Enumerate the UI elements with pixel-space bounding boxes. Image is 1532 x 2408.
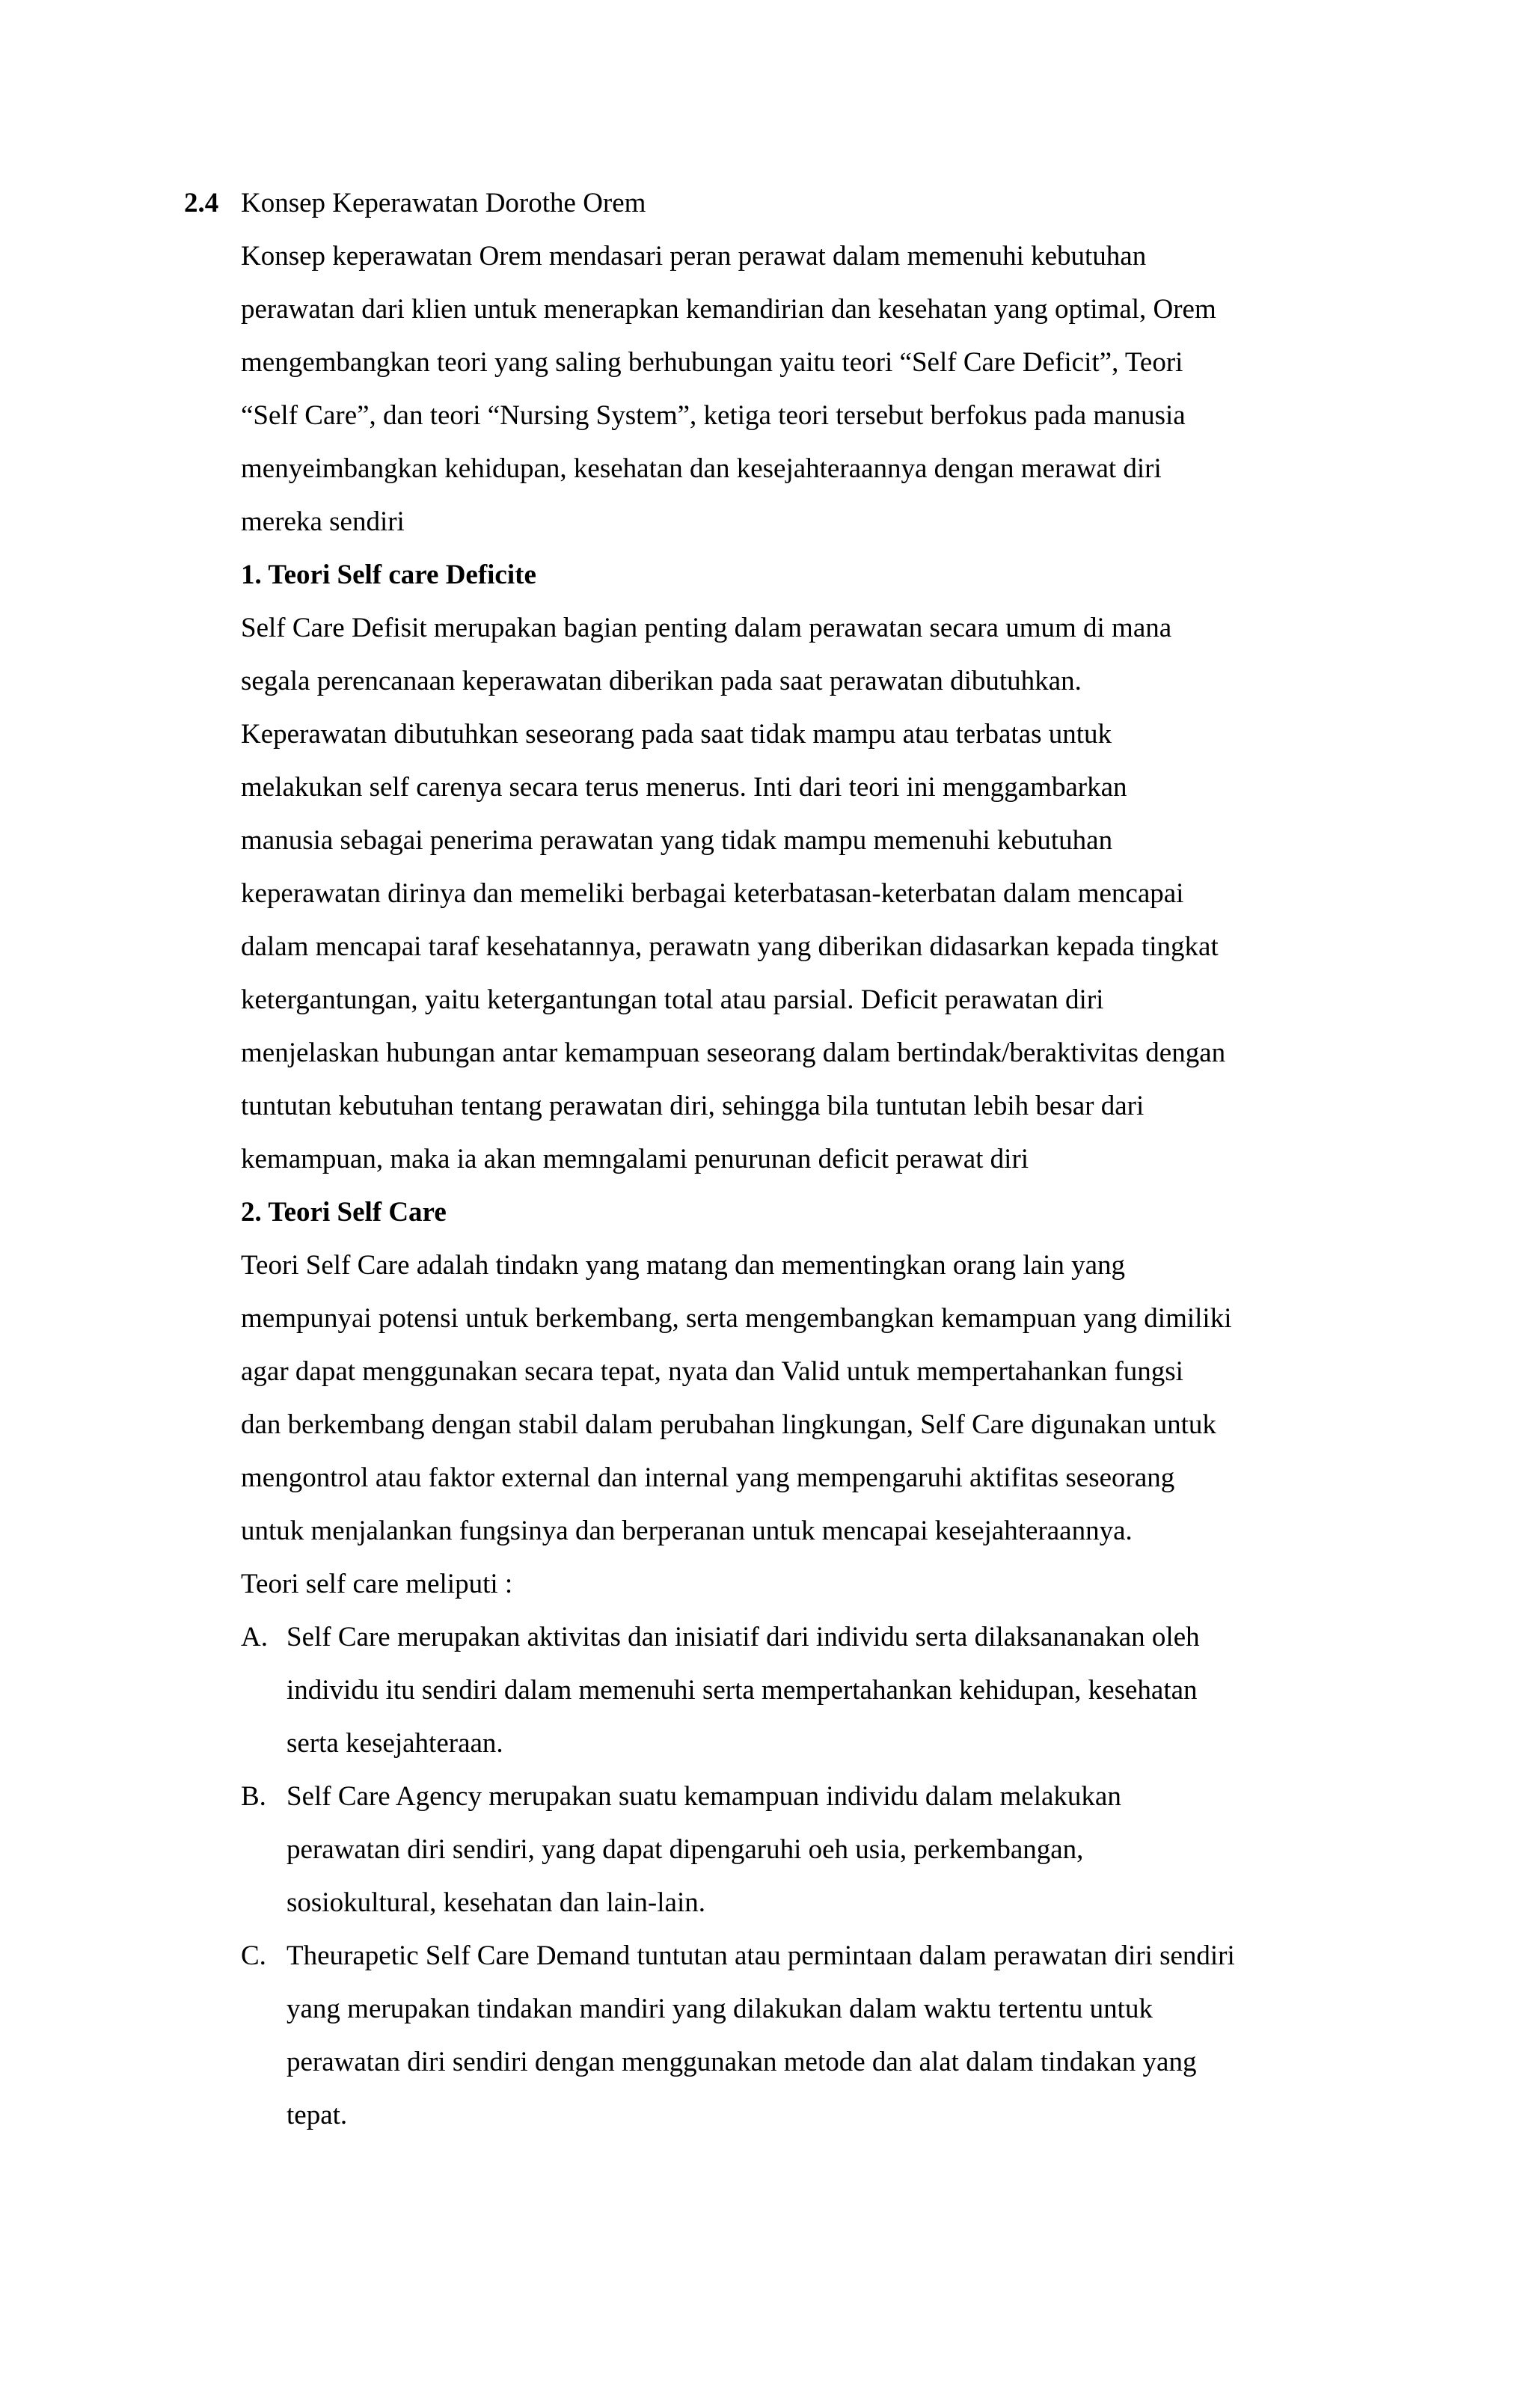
- section-title: Konsep Keperawatan Dorothe Orem: [241, 188, 646, 218]
- list-item-line: perawatan diri sendiri, yang dapat dipengaruhi oeh usia, perkembangan,: [287, 1834, 1084, 1865]
- section-number: 2.4: [184, 188, 219, 218]
- list-item-line: perawatan diri sendiri dengan menggunakan metode dan alat dalam tindakan yang: [287, 2047, 1197, 2077]
- paragraph-line: mengontrol atau faktor external dan internal yang mempengaruhi aktifitas seseorang: [241, 1462, 1175, 1493]
- paragraph-line: Keperawatan dibutuhkan seseorang pada saat tidak mampu atau terbatas untuk: [241, 719, 1112, 750]
- list-item-line: tepat.: [287, 2100, 348, 2130]
- list-item-line: yang merupakan tindakan mandiri yang dilakukan dalam waktu tertentu untuk: [287, 1994, 1153, 2024]
- paragraph-line: dalam mencapai taraf kesehatannya, perawatn yang diberikan didasarkan kepada tingkat: [241, 931, 1219, 962]
- paragraph-line: segala perencanaan keperawatan diberikan pada saat perawatan dibutuhkan.: [241, 666, 1082, 696]
- list-item-line: serta kesejahteraan.: [287, 1728, 503, 1759]
- list-marker-a: A.: [241, 1622, 268, 1652]
- list-marker-c: C.: [241, 1940, 266, 1971]
- list-item-line: individu itu sendiri dalam memenuhi serta mempertahankan kehidupan, kesehatan: [287, 1675, 1198, 1706]
- paragraph-line: untuk menjalankan fungsinya dan berperanan untuk mencapai kesejahteraannya.: [241, 1516, 1133, 1546]
- paragraph-line: kemampuan, maka ia akan memngalami penurunan deficit perawat diri: [241, 1144, 1029, 1174]
- intro-line: Konsep keperawatan Orem mendasari peran perawat dalam memenuhi kebutuhan: [241, 241, 1147, 272]
- paragraph-line: manusia sebagai penerima perawatan yang tidak mampu memenuhi kebutuhan: [241, 825, 1113, 856]
- list-item-line: Theurapetic Self Care Demand tuntutan atau permintaan dalam perawatan diri sendiri: [287, 1940, 1235, 1971]
- paragraph-line: menjelaskan hubungan antar kemampuan seseorang dalam bertindak/beraktivitas dengan: [241, 1038, 1226, 1068]
- list-item-line: Self Care Agency merupakan suatu kemampuan individu dalam melakukan: [287, 1781, 1121, 1812]
- list-marker-b: B.: [241, 1781, 266, 1812]
- list-item-line: sosiokultural, kesehatan dan lain-lain.: [287, 1887, 705, 1918]
- paragraph-line: Teori self care meliputi :: [241, 1569, 513, 1599]
- intro-line: “Self Care”, dan teori “Nursing System”, ketiga teori tersebut berfokus pada manusia: [241, 400, 1186, 431]
- paragraph-line: agar dapat menggunakan secara tepat, nyata dan Valid untuk mempertahankan fungsi: [241, 1356, 1183, 1387]
- subsection-heading: 2. Teori Self Care: [241, 1197, 447, 1228]
- intro-line: mereka sendiri: [241, 506, 405, 537]
- paragraph-line: keperawatan dirinya dan memeliki berbagai keterbatasan-keterbatan dalam mencapai: [241, 878, 1184, 909]
- paragraph-line: dan berkembang dengan stabil dalam perubahan lingkungan, Self Care digunakan untuk: [241, 1409, 1216, 1440]
- paragraph-line: ketergantungan, yaitu ketergantungan total atau parsial. Deficit perawatan diri: [241, 984, 1104, 1015]
- paragraph-line: tuntutan kebutuhan tentang perawatan diri, sehingga bila tuntutan lebih besar dari: [241, 1091, 1145, 1121]
- paragraph-line: melakukan self carenya secara terus menerus. Inti dari teori ini menggambarkan: [241, 772, 1127, 803]
- paragraph-line: mempunyai potensi untuk berkembang, serta mengembangkan kemampuan yang dimiliki: [241, 1303, 1232, 1334]
- intro-line: perawatan dari klien untuk menerapkan kemandirian dan kesehatan yang optimal, Orem: [241, 294, 1216, 325]
- subsection-heading: 1. Teori Self care Deficite: [241, 560, 536, 590]
- list-item-line: Self Care merupakan aktivitas dan inisiatif dari individu serta dilaksananakan oleh: [287, 1622, 1200, 1652]
- paragraph-line: Self Care Defisit merupakan bagian penting dalam perawatan secara umum di mana: [241, 613, 1172, 643]
- intro-line: mengembangkan teori yang saling berhubungan yaitu teori “Self Care Deficit”, Teori: [241, 347, 1183, 378]
- intro-line: menyeimbangkan kehidupan, kesehatan dan kesejahteraannya dengan merawat diri: [241, 453, 1162, 484]
- paragraph-line: Teori Self Care adalah tindakn yang matang dan mementingkan orang lain yang: [241, 1250, 1126, 1281]
